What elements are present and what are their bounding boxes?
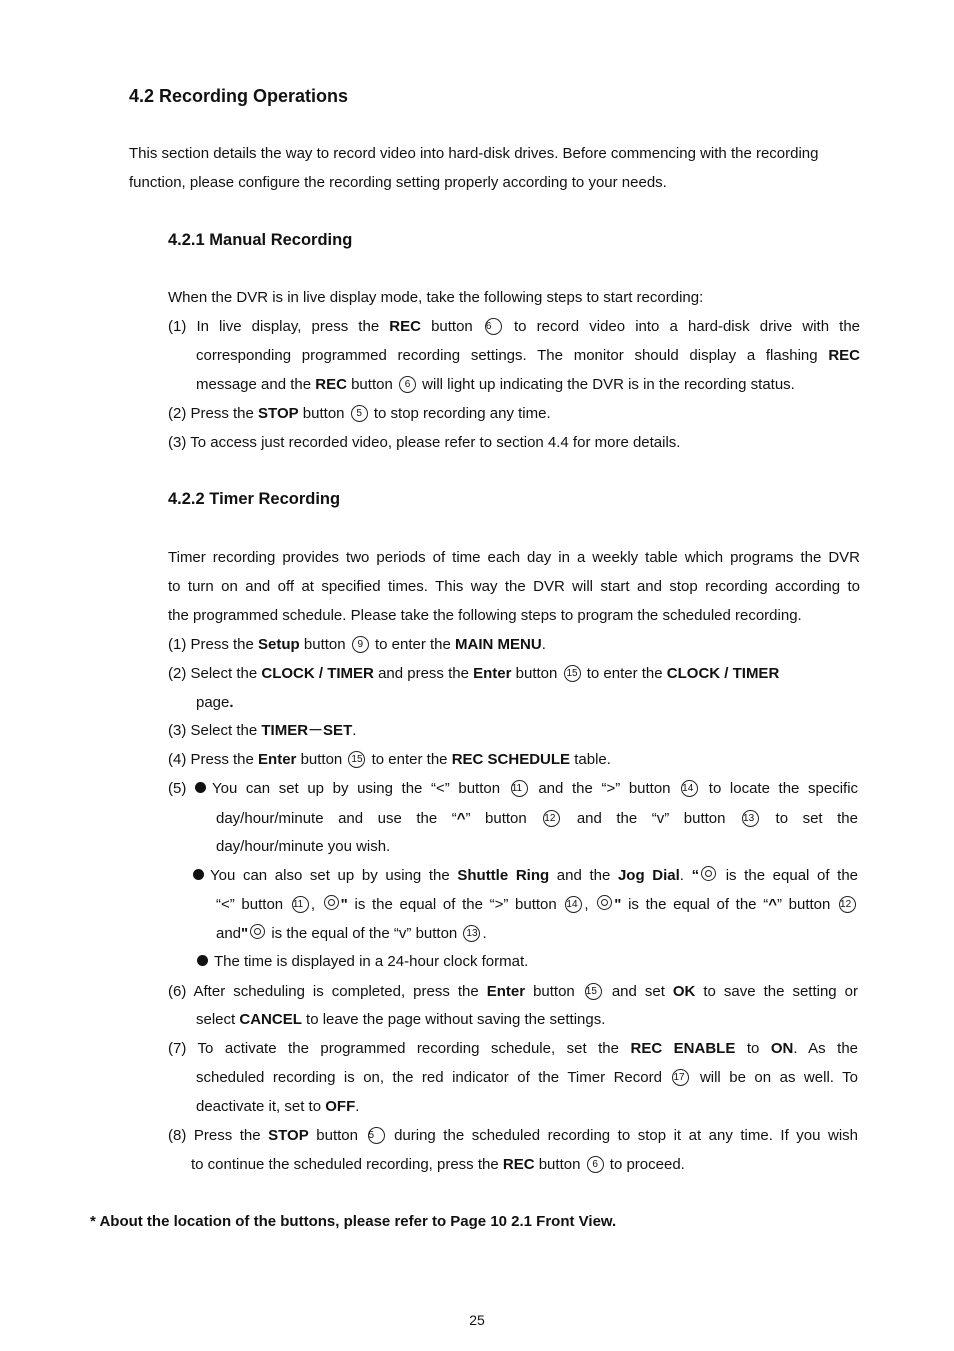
button-14-icon: 14 (681, 780, 698, 797)
shuttle-ring-right-icon (597, 895, 612, 910)
button-12-icon: 12 (543, 810, 560, 827)
jog-dial-right-icon (324, 895, 339, 910)
timer-step-2-line-2: page. (196, 694, 234, 711)
timer-step-5-bullet-2-line-2: “<” button 11 , " is the equal of the “>” button 14 , " is the equal of the “^” button 12 (216, 895, 858, 915)
button-6-icon: 6 (485, 318, 502, 335)
timer-step-8: (8) Press the STOP button 5 during the scheduled recording to stop it at any time. If you wish (168, 1127, 859, 1144)
intro-line-1: This section details the way to record video into hard-disk drives. Before commencing with the recording (129, 145, 819, 162)
button-15-icon: 15 (585, 983, 602, 1000)
timer-step-2: (2) Select the CLOCK / TIMER and press the Enter button 15 to enter the CLOCK / TIMER (168, 665, 780, 682)
timer-step-5-line-3: day/hour/minute you wish. (216, 838, 391, 855)
timer-step-5-bullet-2-line-3: and" is the equal of the “v” button 13 . (216, 925, 487, 942)
manual-step-1: (1) In live display, press the REC button 6 to record video into a hard-disk drive with the (168, 318, 860, 335)
intro-line-2: function, please configure the recording setting properly according to your needs. (129, 174, 667, 191)
page-title: 4.2 Recording Operations (129, 86, 349, 106)
button-5-icon: 5 (368, 1127, 385, 1144)
timer-step-5-line-2: day/hour/minute and use the “^” button 12 and the “v” button 13 to set the (216, 810, 858, 827)
timer-step-3: (3) Select the TIMER－SET. (168, 722, 357, 739)
manual-lead: When the DVR is in live display mode, take the following steps to start recording: (168, 289, 704, 306)
subsection-title-manual: 4.2.1 Manual Recording (168, 231, 353, 249)
manual-step-2: (2) Press the STOP button 5 to stop recording any time. (168, 405, 551, 422)
timer-step-5-bullet-2: You can also set up by using the Shuttle Ring and the Jog Dial. “ is the equal of the (193, 866, 858, 886)
timer-step-6-line-2: select CANCEL to leave the page without saving the settings. (196, 1011, 606, 1028)
bullet-icon (197, 955, 208, 966)
button-9-icon: 9 (352, 636, 369, 653)
timer-para-1: Timer recording provides two periods of time each day in a weekly table which programs the DVR (168, 549, 860, 566)
button-11-icon: 11 (511, 780, 528, 797)
manual-step-1-line-3: message and the REC button 6 will light up indicating the DVR is in the recording status. (196, 376, 795, 393)
button-13-icon: 13 (463, 925, 480, 942)
button-15-icon: 15 (348, 751, 365, 768)
timer-step-1: (1) Press the Setup button 9 to enter the MAIN MENU. (168, 636, 546, 653)
button-15-icon: 15 (564, 665, 581, 682)
timer-step-7: (7) To activate the programmed recording schedule, set the REC ENABLE to ON. As the (168, 1040, 859, 1057)
button-6-icon: 6 (399, 376, 416, 393)
manual-step-1-line-2: corresponding programmed recording settings. The monitor should display a flashing REC (196, 347, 860, 364)
shuttle-ring-left-icon (250, 924, 265, 939)
bullet-icon (195, 782, 206, 793)
page-number: 25 (469, 1312, 485, 1328)
button-11-icon: 11 (292, 896, 309, 913)
footnote: * About the location of the buttons, please refer to Page 10 2.1 Front View. (90, 1213, 617, 1230)
subsection-title-timer: 4.2.2 Timer Recording (168, 490, 341, 508)
manual-step-3: (3) To access just recorded video, please refer to section 4.4 for more details. (168, 434, 681, 451)
timer-step-6: (6) After scheduling is completed, press the Enter button 15 and set OK to save the setting or (168, 983, 858, 1000)
timer-record-17-icon: 17 (672, 1069, 689, 1086)
bullet-icon (193, 869, 204, 880)
timer-step-4: (4) Press the Enter button 15 to enter the REC SCHEDULE table. (168, 751, 611, 768)
timer-step-5: (5) You can set up by using the “<” button 11 and the “>” button 14 to locate the specific (168, 780, 859, 797)
button-13-icon: 13 (742, 810, 759, 827)
timer-step-7-line-2: scheduled recording is on, the red indicator of the Timer Record 17 will be on as well. To (196, 1069, 858, 1086)
timer-para-2: to turn on and off at specified times. This way the DVR will start and stop recording according to (168, 578, 860, 595)
timer-step-7-line-3: deactivate it, set to OFF. (196, 1098, 360, 1115)
timer-para-3: the programmed schedule. Please take the following steps to program the scheduled recording. (168, 607, 802, 624)
button-5-icon: 5 (351, 405, 368, 422)
button-14-icon: 14 (565, 896, 582, 913)
button-6-icon: 6 (587, 1156, 604, 1173)
button-12-icon: 12 (839, 896, 856, 913)
timer-step-8-line-2: to continue the scheduled recording, press the REC button 6 to proceed. (191, 1156, 685, 1173)
jog-dial-left-icon (701, 866, 716, 881)
timer-step-5-bullet-3: The time is displayed in a 24-hour clock format. (197, 952, 528, 972)
